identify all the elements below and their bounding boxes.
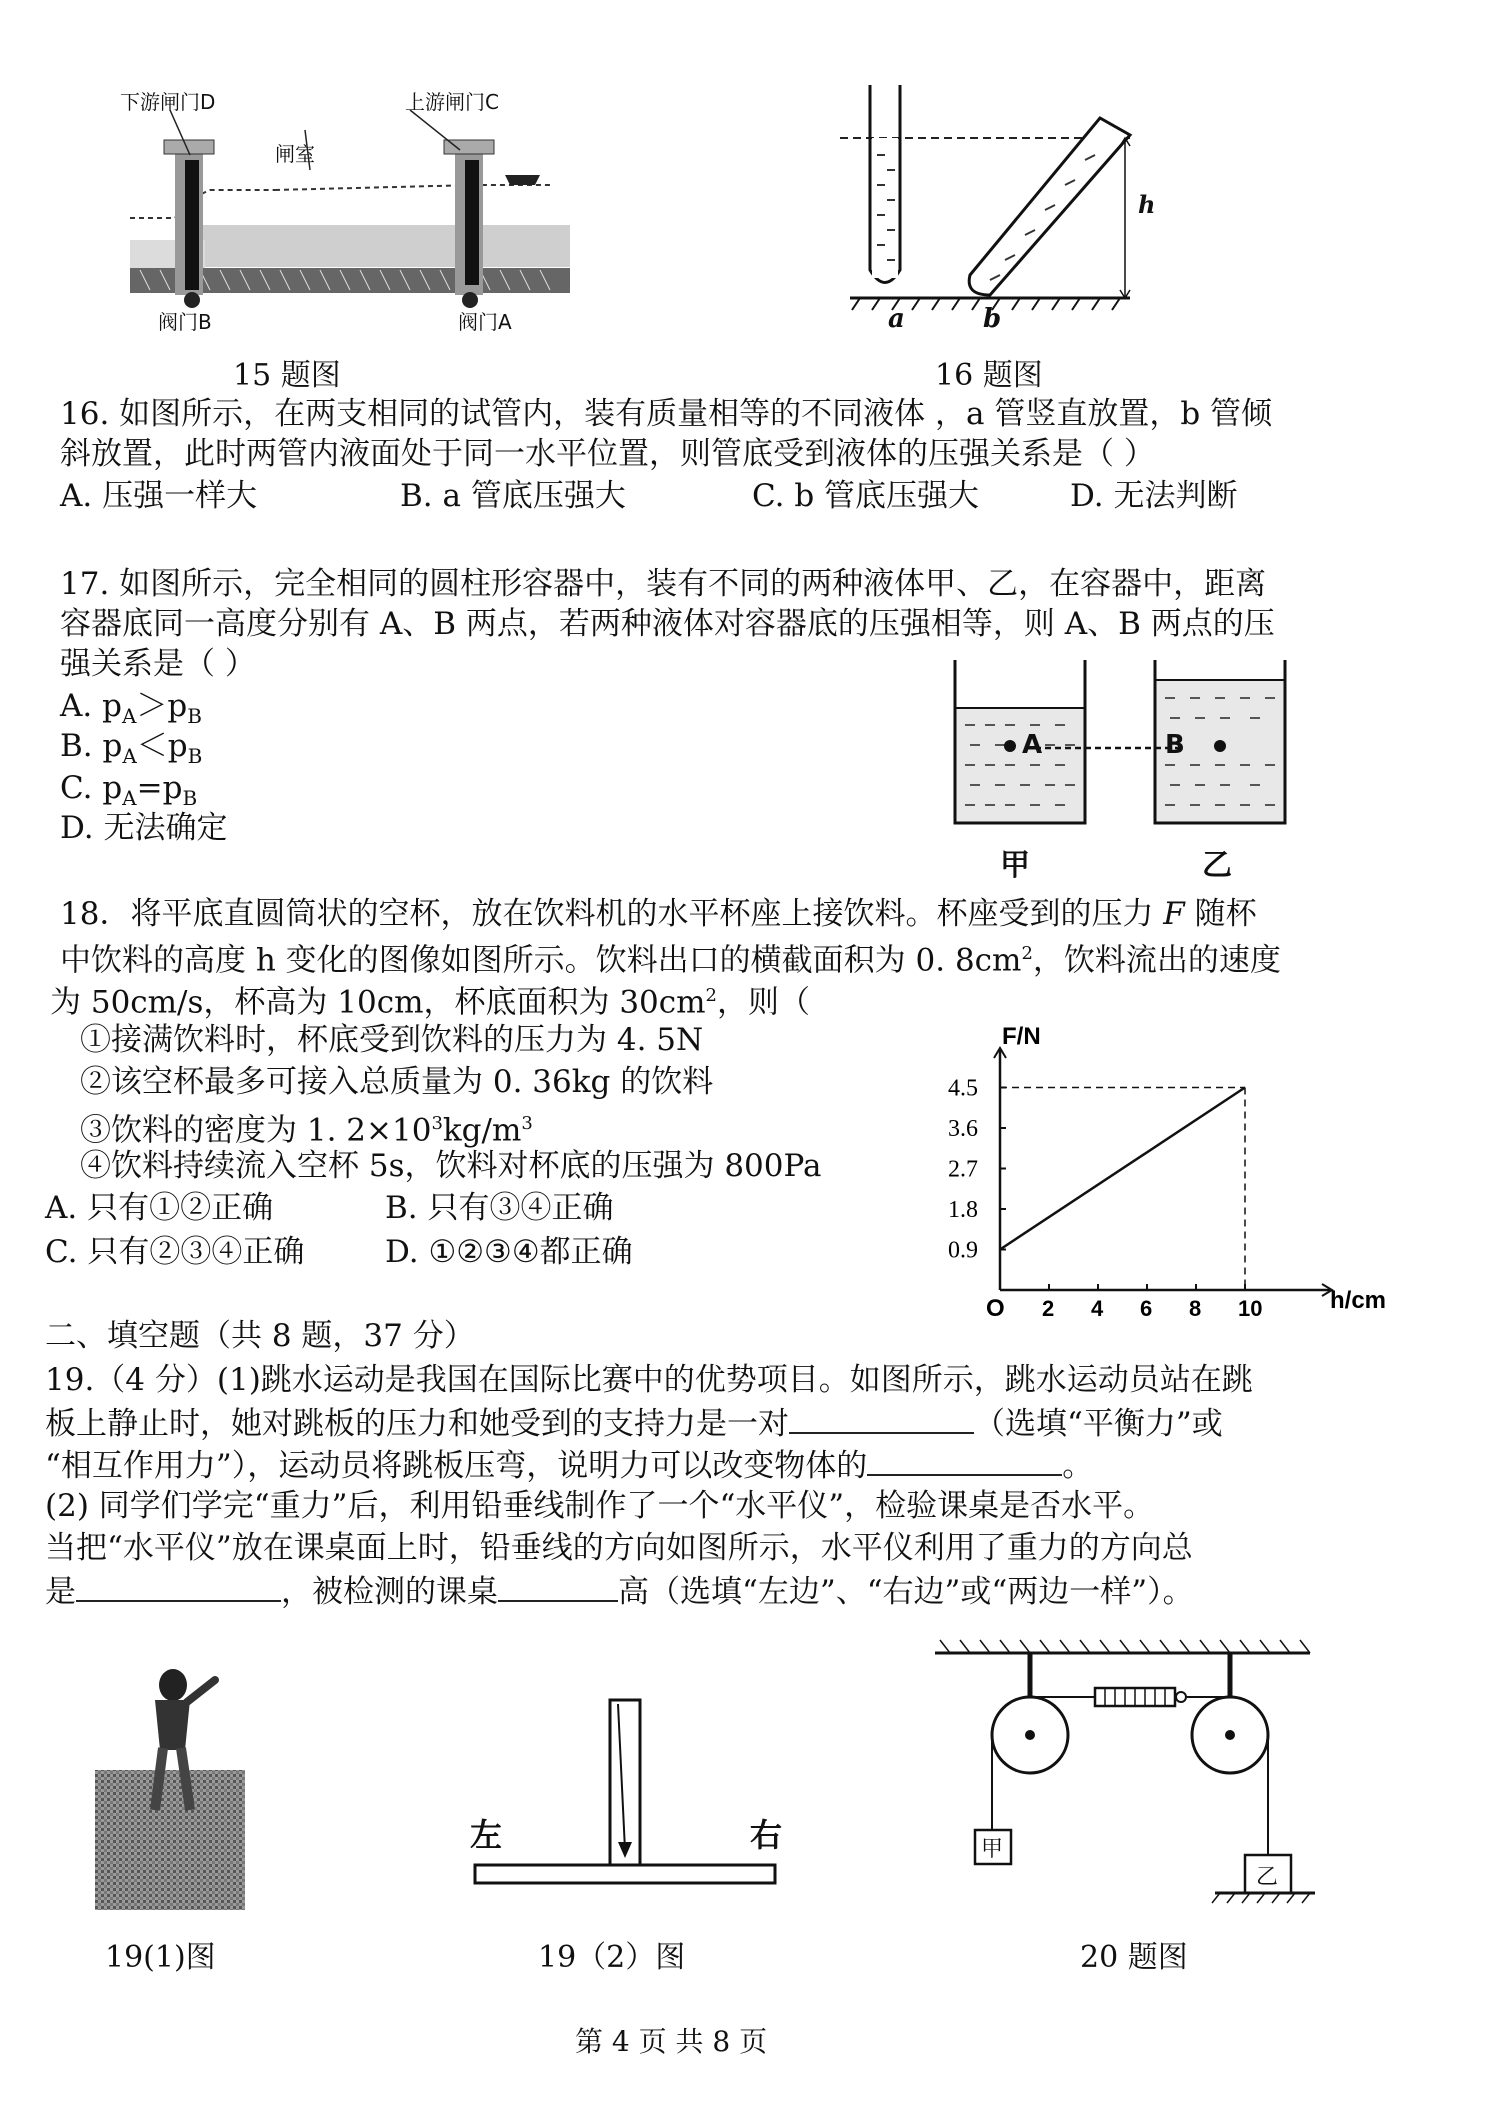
x-tick-label: 6 bbox=[1140, 1296, 1153, 1321]
q18-option-c: C. 只有②③④正确 bbox=[45, 1234, 305, 1270]
q18-statement-2: ②该空杯最多可接入总质量为 0. 36kg 的饮料 bbox=[80, 1064, 714, 1100]
q18-statement-1: ①接满饮料时，杯底受到饮料的压力为 4. 5N bbox=[80, 1022, 704, 1058]
q16-option-a: A. 压强一样大 bbox=[60, 478, 258, 514]
q19-blank-1[interactable] bbox=[789, 1402, 974, 1434]
y-tick-label: 3.6 bbox=[948, 1116, 978, 1142]
q18-option-d: D. ①②③④都正确 bbox=[385, 1234, 633, 1270]
x-tick-label: 10 bbox=[1238, 1296, 1263, 1321]
q18-statement-4: ④饮料持续流入空杯 5s，饮料对杯底的压强为 800Pa bbox=[80, 1148, 822, 1184]
label-gate-c: 上游闸门C bbox=[405, 90, 499, 114]
section-2-title: 二、填空题（共 8 题，37 分） bbox=[45, 1318, 475, 1354]
y-tick-label: 1.8 bbox=[948, 1197, 978, 1223]
q19-line6: 是 ，被检测的课桌 高（选填“左边”、“右边”或“两边一样”）。 bbox=[45, 1570, 1194, 1612]
figure-18-chart bbox=[940, 1020, 1387, 1340]
q17-line3: 强关系是（ ） bbox=[60, 646, 256, 682]
figure-19-2-caption: 19（2）图 bbox=[538, 1940, 686, 1975]
q17-option-a: A. $p_A>p_B$ bbox=[60, 688, 202, 729]
label-tube-b: b bbox=[983, 304, 1002, 334]
q16-line1: 16. 如图所示，在两支相同的试管内，装有质量相等的不同液体 ，a 管竖直放置，b 管倾 bbox=[60, 396, 1273, 432]
container-yi-label: 乙 bbox=[1202, 848, 1232, 883]
q16-line2: 斜放置，此时两管内液面处于同一水平位置，则管底受到液体的压强关系是（ ） bbox=[60, 436, 1155, 472]
q19-blank-4[interactable] bbox=[498, 1570, 618, 1602]
q19-line4: (2) 同学们学完“重力”后，利用铅垂线制作了一个“水平仪”，检验课桌是否水平。 bbox=[45, 1488, 1155, 1524]
figure-19-1-caption: 19(1)图 bbox=[105, 1940, 216, 1975]
series-line bbox=[1000, 1088, 1245, 1250]
figure-20 bbox=[925, 1635, 1325, 1905]
q18-line2: 中饮料的高度 h 变化的图像如图所示。饮料出口的横截面积为 0. $8cm^2$，饮料流出的速度 bbox=[60, 942, 1281, 979]
point-a-label: A bbox=[1022, 730, 1043, 760]
q17-option-b: B. $p_A<p_B$ bbox=[60, 728, 203, 769]
q16-option-c: C. b 管底压强大 bbox=[752, 478, 980, 514]
label-tube-a: a bbox=[888, 304, 905, 334]
q19-line5: 当把“水平仪”放在课桌面上时，铅垂线的方向如图所示，水平仪利用了重力的方向总 bbox=[45, 1530, 1193, 1566]
q19-line3: “相互作用力”），运动员将跳板压弯，说明力可以改变物体的 。 bbox=[45, 1444, 1093, 1486]
label-h: h bbox=[1138, 190, 1156, 219]
q18-line1: 18．将平底直圆筒状的空杯，放在饮料机的水平杯座上接饮料。杯座受到的压力 F 随杯 bbox=[60, 896, 1257, 932]
block-yi-label: 乙 bbox=[1256, 1865, 1279, 1890]
y-tick-label: 2.7 bbox=[948, 1156, 978, 1183]
figure-19-2 bbox=[470, 1700, 800, 1885]
q19-blank-3[interactable] bbox=[76, 1570, 281, 1602]
level-left-label: 左 bbox=[470, 1816, 503, 1854]
page-number: 第 4 页 共 8 页 bbox=[575, 2025, 768, 2058]
q19-line2: 板上静止时，她对跳板的压力和她受到的支持力是一对 （选填“平衡力”或 bbox=[45, 1402, 1223, 1444]
q16-option-b: B. a 管底压强大 bbox=[400, 478, 626, 514]
q17-option-d: D. 无法确定 bbox=[60, 810, 228, 846]
x-tick-label: 4 bbox=[1091, 1296, 1104, 1321]
diver-photo bbox=[95, 1660, 255, 1915]
q17-line2: 容器底同一高度分别有 A、B 两点，若两种液体对容器底的压强相等，则 A、B 两点的压 bbox=[60, 606, 1275, 642]
q18-option-a: A. 只有①②正确 bbox=[45, 1190, 274, 1226]
figure-15 bbox=[110, 90, 580, 340]
label-gate-d: 下游闸门D bbox=[120, 90, 216, 114]
figure-19-1 bbox=[95, 1660, 255, 1915]
level-right-label: 右 bbox=[750, 1816, 783, 1854]
q16-option-d: D. 无法判断 bbox=[1070, 478, 1238, 514]
label-valve-b: 阀门B bbox=[158, 310, 212, 334]
figure-16-caption: 16 题图 bbox=[935, 358, 1043, 393]
figure-17 bbox=[950, 660, 1310, 883]
x-tick-label: 8 bbox=[1189, 1296, 1202, 1321]
q18-option-b: B. 只有③④正确 bbox=[385, 1190, 614, 1226]
y-tick-label: 0.9 bbox=[948, 1237, 978, 1264]
label-valve-a: 阀门A bbox=[458, 310, 512, 334]
block-jia-label: 甲 bbox=[981, 1837, 1004, 1862]
plumb-level-diagram bbox=[470, 1700, 800, 1885]
q19-line1: 19.（4 分）(1)跳水运动是我国在国际比赛中的优势项目。如图所示，跳水运动员站在跳 bbox=[45, 1362, 1253, 1398]
test-tubes-diagram bbox=[840, 80, 1170, 340]
q17-line1: 17. 如图所示，完全相同的圆柱形容器中，装有不同的两种液体甲、乙，在容器中，距离 bbox=[60, 566, 1267, 602]
y-axis-label: F/N bbox=[1002, 1023, 1041, 1050]
figure-15-caption: 15 题图 bbox=[233, 358, 341, 393]
container-jia-label: 甲 bbox=[1000, 848, 1030, 883]
lock-diagram bbox=[110, 90, 580, 340]
q19-blank-2[interactable] bbox=[867, 1444, 1062, 1476]
containers-diagram bbox=[950, 660, 1310, 830]
origin-label: O bbox=[986, 1295, 1005, 1322]
q18-line3: 为 50cm/s，杯高为 10cm，杯底面积为 $30cm^2$，则（ bbox=[50, 984, 810, 1021]
x-axis-label: h/cm bbox=[1330, 1287, 1387, 1314]
point-b-label: B bbox=[1165, 730, 1185, 760]
y-tick-label: 4.5 bbox=[948, 1075, 978, 1102]
x-tick-label: 2 bbox=[1042, 1296, 1055, 1321]
q17-option-c: C. $p_A=p_B$ bbox=[60, 770, 198, 811]
figure-16 bbox=[840, 80, 1170, 340]
q18-statement-3: ③饮料的密度为 1. $2\times 10^3kg/m^3$ bbox=[80, 1112, 533, 1149]
force-height-chart bbox=[940, 1020, 1387, 1340]
label-chamber: 闸室 bbox=[275, 142, 315, 166]
figure-20-caption: 20 题图 bbox=[1080, 1940, 1188, 1975]
